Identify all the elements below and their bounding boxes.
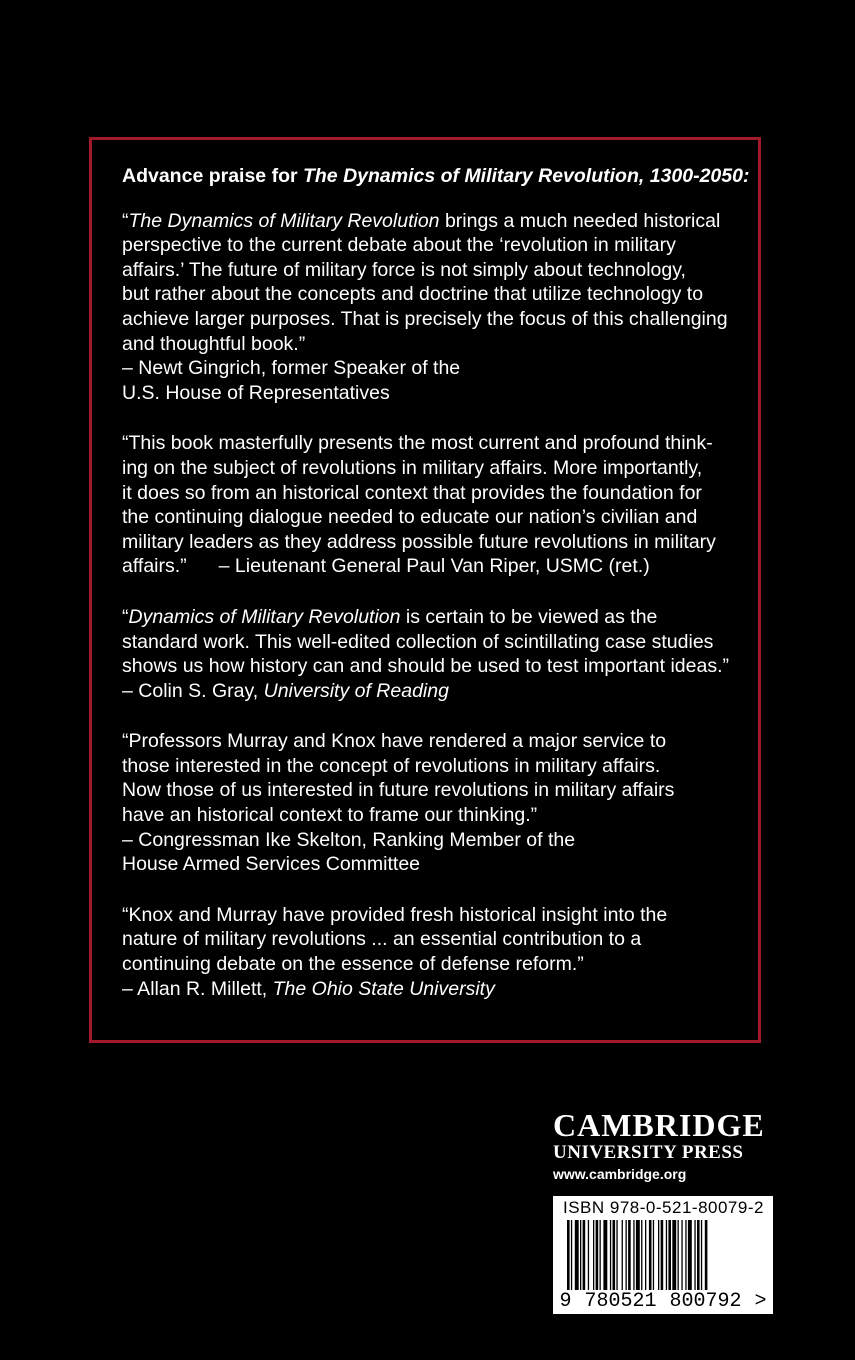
barcode-bars [565,1220,761,1290]
barcode-bar [661,1220,664,1290]
publisher-subtitle: UNIVERSITY PRESS [553,1142,744,1163]
barcode-bar [593,1220,594,1290]
barcode-bar [603,1220,607,1290]
quote-line: “Dynamics of Military Revolution is certain to be viewed as the [122,605,658,628]
barcode-bar [668,1220,671,1290]
publisher-logo [553,1108,783,1184]
barcode-bar [653,1220,654,1290]
barcode-bar [688,1220,692,1290]
quote-3 [122,605,762,703]
quote-attribution: – Newt Gingrich, former Speaker of the [122,357,461,380]
quote-line: “This book masterfully presents the most current and profound think- [122,432,713,455]
quote-line: ing on the subject of revolutions in military affairs. More importantly, [122,456,703,479]
barcode-bar [641,1220,642,1290]
quote-attribution: – Lieutenant General Paul Van Riper, USMC (ret.) [218,555,650,578]
quote-line: “Professors Murray and Knox have rendered a major service to [122,730,667,753]
barcode-digit-group: > [754,1290,767,1313]
quote-4 [122,729,762,877]
quote-line: “Knox and Murray have provided fresh historical insight into the [122,903,668,926]
publisher-name: CAMBRIDGE [553,1107,765,1143]
barcode-bar [636,1220,640,1290]
quote-line: and thoughtful book.” [122,332,306,355]
praise-content [122,164,762,1027]
barcode-bar [610,1220,611,1290]
barcode-bar [697,1220,700,1290]
barcode-bar [600,1220,601,1290]
isbn-label: ISBN 978-0-521-80079-2 [563,1198,764,1217]
praise-heading: Advance praise for The Dynamics of Military Revolution, 1300-2050: [122,165,750,187]
barcode-digit-group: 9 [559,1290,572,1313]
barcode-bar [694,1220,695,1290]
quote-line: military leaders as they address possible future revolutions in military [122,530,716,553]
barcode-bar [571,1220,572,1290]
quote-line: have an historical context to frame our thinking.” [122,804,538,827]
barcode-bar [633,1220,634,1290]
quote-line: standard work. This well-edited collection of scintillating case studies [122,630,714,653]
quote-1 [122,209,762,406]
quote-attribution: – Congressman Ike Skelton, Ranking Member of the [122,828,576,851]
barcode [553,1196,773,1314]
quote-attribution: House Armed Services Committee [122,853,421,876]
quote-line: the continuing dialogue needed to educate our nation’s civilian and [122,506,698,529]
barcode-digit-group: 780521 [584,1290,657,1313]
barcode-bar [588,1220,589,1290]
quote-line: continuing debate on the essence of defense reform.” [122,953,584,976]
quote-line: achieve larger purposes. That is precisely the focus of this challenging [122,307,728,330]
quote-line: “The Dynamics of Military Revolution brings a much needed historical [122,209,721,232]
barcode-digits [553,1290,773,1313]
quote-line: affairs.” – Lieutenant General Paul Van Riper, USMC (ret.) [122,555,650,578]
barcode-bar [575,1220,579,1290]
barcode-bar [596,1220,599,1290]
publisher-url: www.cambridge.org [553,1166,687,1182]
barcode-bar [622,1220,623,1290]
quote-line: those interested in the concept of revolutions in military affairs. [122,754,661,777]
barcode-bar [705,1220,708,1290]
barcode-bar [616,1220,617,1290]
quote-line: Now those of us interested in future revolutions in military affairs [122,779,675,802]
barcode-bar [681,1220,682,1290]
quote-2 [122,431,762,579]
quote-line: shows us how history can and should be used to test important ideas.” [122,655,730,678]
barcode-bar [666,1220,667,1290]
quote-line: affairs.’ The future of military force is not simply about technology, [122,258,686,281]
quote-line: perspective to the current debate about the ‘revolution in military [122,234,676,257]
quote-attribution: – Colin S. Gray, University of Reading [122,679,449,702]
barcode-bar [626,1220,627,1290]
barcode-bar [645,1220,646,1290]
quote-line: but rather about the concepts and doctrine that utilize technology to [122,283,704,306]
barcode-bar [567,1220,570,1290]
quote-attribution: – Allan R. Millett, The Ohio State University [122,977,495,1000]
barcode-bar [672,1220,676,1290]
barcode-bar [685,1220,686,1290]
quote-line: it does so from an historical context that provides the foundation for [122,481,702,504]
quote-line: nature of military revolutions ... an essential contribution to a [122,928,642,951]
barcode-bar [649,1220,652,1290]
barcode-bar [580,1220,581,1290]
quote-attribution: U.S. House of Representatives [122,381,390,404]
barcode-digit-group: 800792 [669,1290,742,1313]
quote-5 [122,903,762,1001]
barcode-bar [613,1220,616,1290]
barcode-bar [658,1220,659,1290]
barcode-bar [678,1220,679,1290]
barcode-bar [701,1220,702,1290]
barcode-bar [583,1220,586,1290]
barcode-bar [628,1220,631,1290]
